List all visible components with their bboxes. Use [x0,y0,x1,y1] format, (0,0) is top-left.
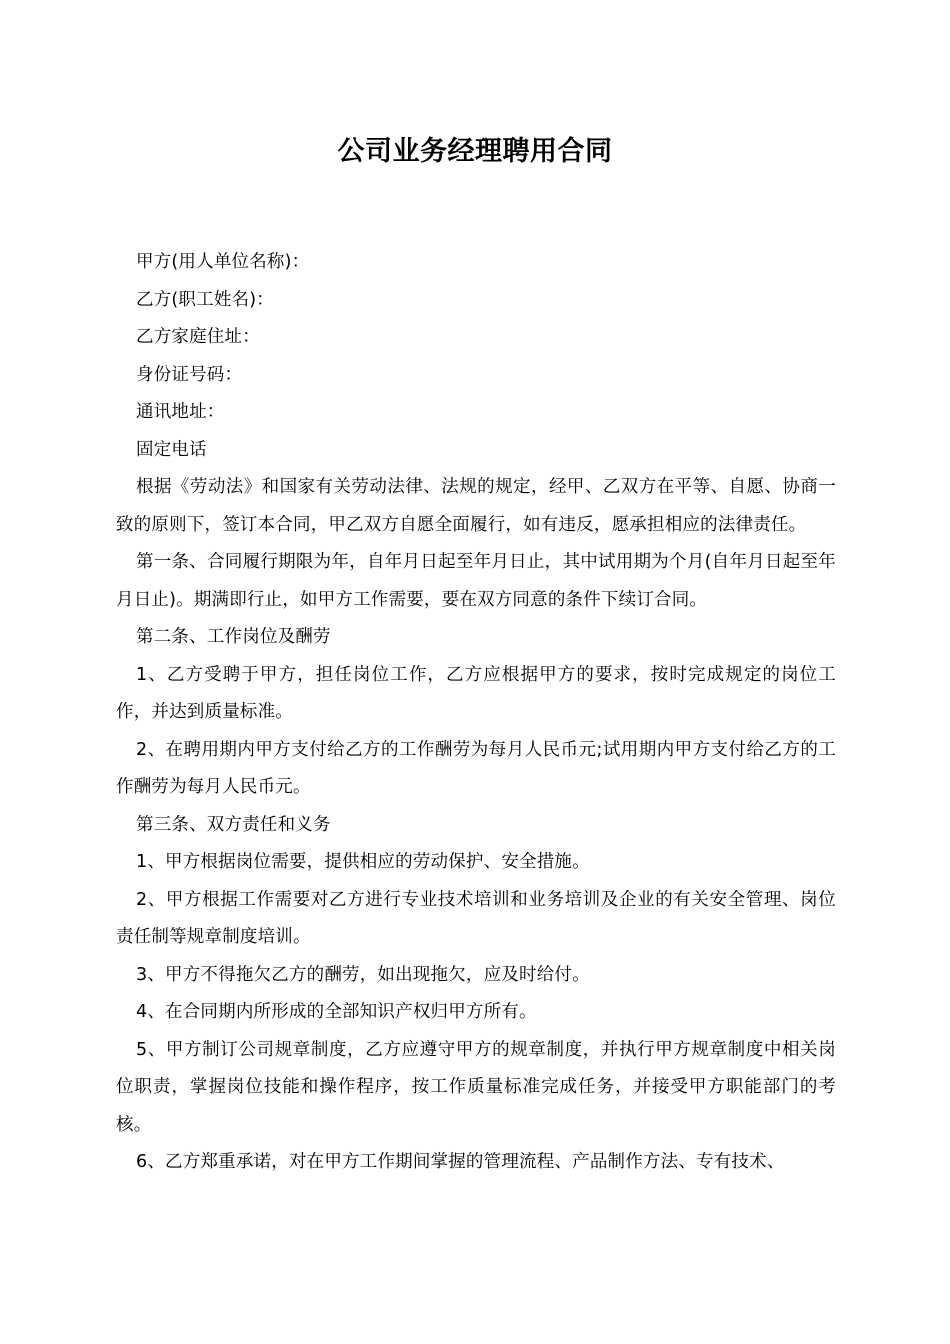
article-2-clause-1: 1、乙方受聘于甲方，担任岗位工作，乙方应根据甲方的要求，按时完成规定的岗位工作，并达到质量标准。 [116,664,836,722]
party-a-line: 甲方(用人单位名称)： [136,252,310,272]
document-title: 公司业务经理聘用合同 [337,136,613,167]
id-number-line: 身份证号码： [136,364,243,385]
article-2-heading: 第二条、工作岗位及酬劳 [136,627,331,647]
article-3-clause-2: 2、甲方根据工作需要对乙方进行专业技术培训和业务培训及企业的有关安全管理、岗位责任制等规章制度培训。 [116,889,836,947]
article-2-clause-2: 2、在聘用期内甲方支付给乙方的工作酬劳为每月人民币元;试用期内甲方支付给乙方的工作酬劳为每月人民币元。 [116,739,836,797]
landline-line: 固定电话 [136,439,207,460]
document-body [116,244,836,1182]
article-3-heading: 第三条、双方责任和义务 [136,814,331,835]
article-3-clause-3: 3、甲方不得拖欠乙方的酬劳，如出现拖欠，应及时给付。 [136,964,590,985]
article-3-clause-4: 4、在合同期内所形成的全部知识产权归甲方所有。 [136,1002,537,1022]
article-3-clause-6: 6、乙方郑重承诺，对在甲方工作期间掌握的管理流程、产品制作方法、专有技术、 [136,1152,785,1172]
article-3-clause-5: 5、甲方制订公司规章制度，乙方应遵守甲方的规章制度，并执行甲方规章制度中相关岗位职责，掌握岗位技能和操作程序，按工作质量标准完成任务，并接受甲方职能部门的考核。 [116,1039,836,1135]
article-1-paragraph: 第一条、合同履行期限为年，自年月日起至年月日止，其中试用期为个月(自年月日起至年月日止)。期满即行止，如甲方工作需要，要在双方同意的条件下续订合同。 [116,552,836,610]
party-b-line: 乙方(职工姓名)： [136,289,274,310]
article-3-clause-1: 1、甲方根据岗位需要，提供相应的劳动保护、安全措施。 [136,852,590,872]
party-b-address-line: 乙方家庭住址： [136,327,260,347]
mailing-address-line: 通讯地址： [136,402,225,422]
preamble-paragraph: 根据《劳动法》和国家有关劳动法律、法规的规定，经甲、乙双方在平等、自愿、协商一致的原则下，签订本合同，甲乙双方自愿全面履行，如有违反，愿承担相应的法律责任。 [116,477,836,535]
